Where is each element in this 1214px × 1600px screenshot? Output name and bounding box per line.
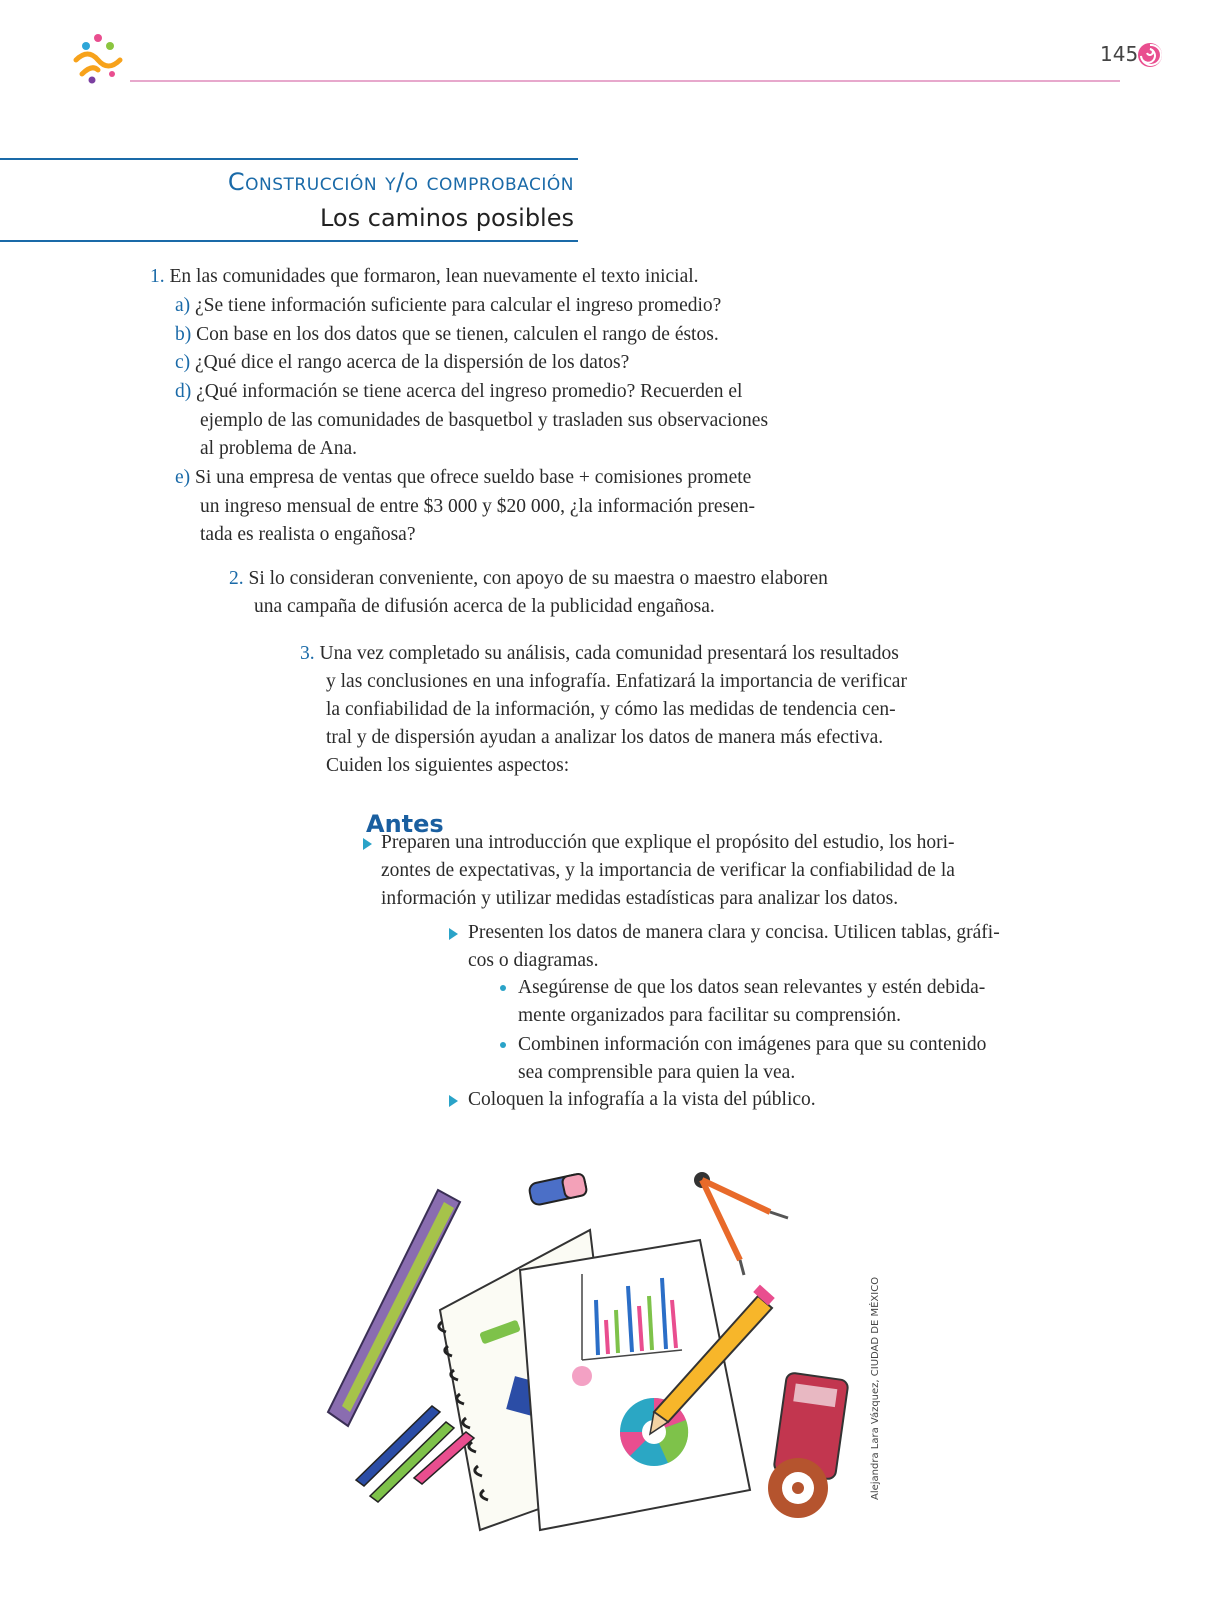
illustration-credit (870, 1276, 890, 1500)
subitem-letter: d) (175, 381, 192, 402)
item-number: 3. (300, 643, 315, 664)
section-top-rule (0, 158, 578, 160)
subitem-text: ¿Se tiene información suficiente para calcular el ingreso promedio? (195, 295, 722, 316)
bullet-triangle-icon (449, 1095, 458, 1107)
item-text: y las conclusiones en una infografía. Enfatizará la importancia de verificar (326, 671, 907, 692)
subitem-c (175, 348, 629, 377)
header-rule (130, 80, 1120, 82)
bullet-text: zontes de expectativas, y la importancia de verificar la confiabilidad de la (381, 860, 955, 881)
bullet-dot-icon (500, 1042, 506, 1048)
bullet-text: Combinen información con imágenes para que su contenido (518, 1034, 987, 1055)
subitem-text: un ingreso mensual de entre $3 000 y $20 000, ¿la información presen- (200, 496, 756, 517)
item-text: Si lo consideran conveniente, con apoyo de su maestra o maestro elaboren (248, 568, 828, 589)
gear-seal-icon (768, 1458, 828, 1518)
item-text: En las comunidades que formaron, lean nuevamente el texto inicial. (169, 266, 699, 287)
bullet-text: Preparen una introducción que explique el propósito del estudio, los hori- (381, 832, 955, 853)
bullet-triangle-icon (363, 838, 372, 850)
subitem-a (175, 291, 721, 320)
subitem-text: ¿Qué dice el rango acerca de la dispersión de los datos? (195, 352, 630, 373)
item-2 (229, 564, 828, 593)
item-text: tral y de dispersión ayudan a analizar los datos de manera más efectiva. (326, 727, 884, 748)
ornament-icon (1136, 40, 1164, 70)
bullet-text: Coloquen la infografía a la vista del público. (468, 1089, 816, 1110)
subitem-text: tada es realista o engañosa? (200, 524, 416, 545)
item-1 (150, 262, 699, 291)
compass-icon (694, 1172, 788, 1275)
bullet-text: información y utilizar medidas estadísticas para analizar los datos. (381, 888, 899, 909)
subitem-d (175, 377, 742, 406)
program-logo-icon (68, 30, 128, 86)
bullet-text: Presenten los datos de manera clara y concisa. Utilicen tablas, gráfi- (468, 922, 1000, 943)
item-3 (300, 639, 899, 668)
subitem-letter: c) (175, 352, 191, 373)
antes-heading: Antes (366, 810, 444, 838)
section-bottom-rule (0, 240, 578, 242)
eraser-icon (528, 1173, 587, 1206)
item-number: 1. (150, 266, 165, 287)
item-text: una campaña de difusión acerca de la publicidad engañosa. (254, 596, 715, 617)
page-number: 145 (1100, 42, 1139, 66)
subitem-text: al problema de Ana. (200, 438, 358, 459)
subitem-text: Si una empresa de ventas que ofrece sueldo base + comisiones promete (195, 467, 752, 488)
subitem-text: ¿Qué información se tiene acerca del ingreso promedio? Recuerden el (196, 381, 743, 402)
bullet-dot-icon (500, 985, 506, 991)
subitem-letter: b) (175, 324, 192, 345)
subitem-e (175, 463, 751, 492)
subitem-b (175, 320, 719, 349)
section-title: Construcción y/o comprobación (227, 168, 574, 196)
item-text: la confiabilidad de la información, y cómo las medidas de tendencia cen- (326, 699, 896, 720)
bullet-text: sea comprensible para quien la vea. (518, 1062, 796, 1083)
school-supplies-illustration (320, 1150, 880, 1550)
subitem-text: Con base en los dos datos que se tienen, calculen el rango de éstos. (196, 324, 719, 345)
bullet-triangle-icon (449, 928, 458, 940)
credit-text: Alejandra Lara Vázquez, CIUDAD DE MÉXICO (870, 1276, 881, 1500)
subitem-letter: e) (175, 467, 191, 488)
subitem-letter: a) (175, 295, 191, 316)
chart-notebook-icon (520, 1240, 750, 1530)
item-number: 2. (229, 568, 244, 589)
section-subtitle: Los caminos posibles (319, 204, 574, 232)
subitem-text: ejemplo de las comunidades de basquetbol y trasladen sus observaciones (200, 410, 769, 431)
item-text: Cuiden los siguientes aspectos: (326, 755, 570, 776)
bullet-text: cos o diagramas. (468, 950, 599, 971)
item-text: Una vez completado su análisis, cada comunidad presentará los resultados (319, 643, 899, 664)
bullet-text: Asegúrense de que los datos sean relevantes y estén debida- (518, 977, 986, 998)
colored-pencils-icon (356, 1406, 474, 1502)
ruler-icon (328, 1190, 460, 1426)
bullet-text: mente organizados para facilitar su comprensión. (518, 1005, 902, 1026)
